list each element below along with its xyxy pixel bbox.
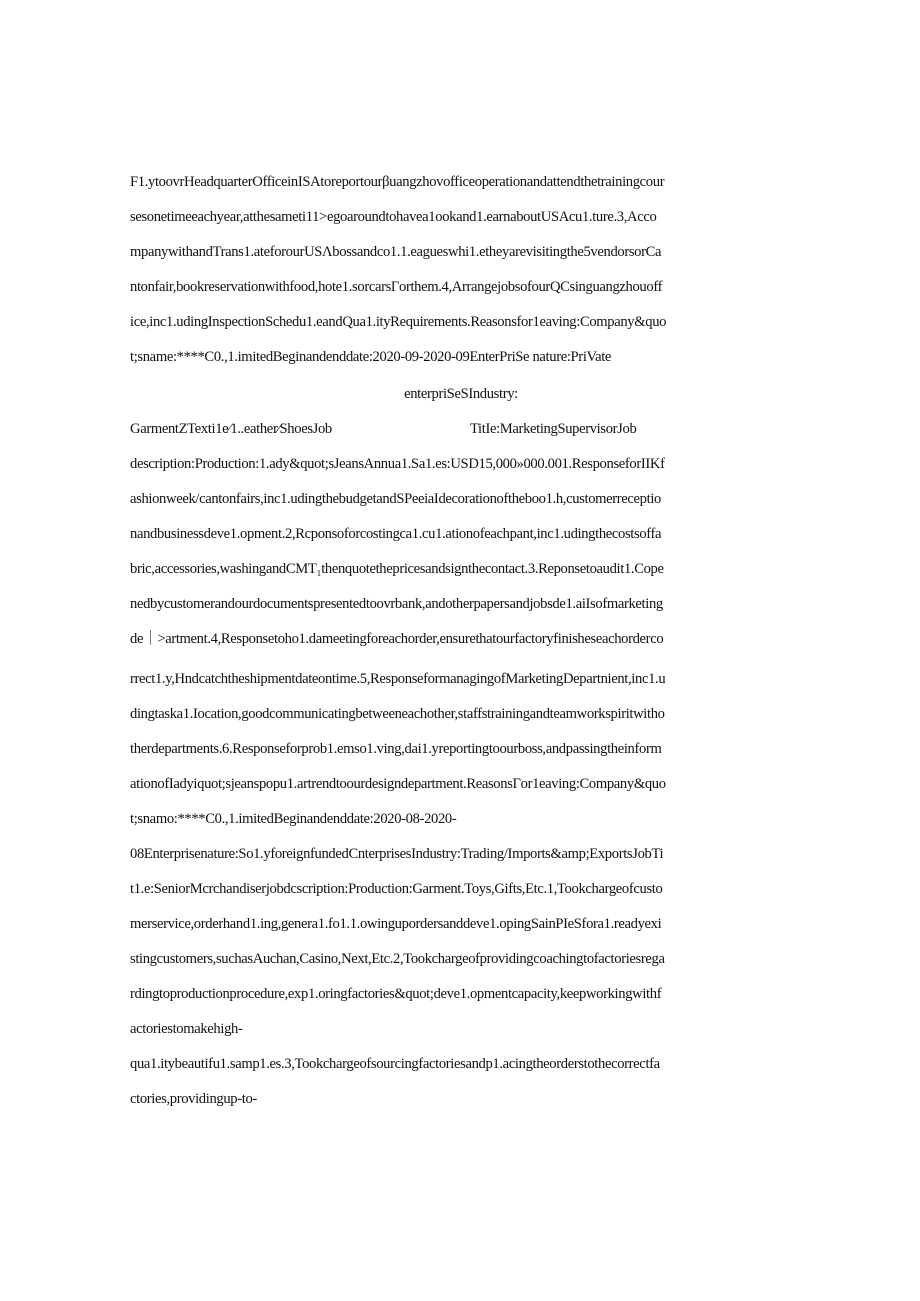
text-line: de｜>artment.4,Responsetoho1.dameetingforeachorder,ensurethatourfactoryfinisheseachorderco: [130, 631, 664, 647]
text-line: dingtaska1.Iocation,goodcommunicatingbetweeneachother,staffstrainingandteamworkspiritwitho: [130, 706, 665, 722]
text-line: merservice,orderhand1.ing,genera1.fo1.1.owingupordersanddeve1.opingSainPIeSfora1.readyexi: [130, 916, 662, 932]
text-line: description:Production:1.ady&quot;sJeansAnnua1.Sa1.es:USD15,000»000.001.ResponseforIIKf: [130, 456, 665, 472]
text-line: ice,inc1.udingInspectionSchedu1.eandQua1.ityRequirements.Reasonsfor1eaving:Company&quo: [130, 314, 667, 330]
text-line: ationofIadyiquot;sjeanspopu1.artrendtoourdesigndepartment.ReasonsΓor1eaving:Company&quo: [130, 776, 666, 792]
text-line: ntonfair,bookreservationwithfood,hote1.sorcarsΓorthem.4,ArrangejobsofourQCsinguangzhouoff: [130, 279, 663, 295]
text-line: bric,accessories,washingandCMT₁thenquotethepricesandsignthecontact.3.Reponsetoaudit1.Cope: [130, 561, 664, 577]
text-line: actoriestomakehigh-: [130, 1021, 243, 1037]
text-line: nedbycustomerandourdocumentspresentedtoovrbank,andotherpapersandjobsde1.aiIsofmarketing: [130, 596, 663, 612]
text-line: 08Enterprisenature:So1.yforeignfundedCnterprisesIndustry:Trading/Imports&amp;ExportsJobTi: [130, 846, 664, 862]
text-fragment: TitIe:MarketingSupervisorJob: [470, 421, 637, 437]
text-line: therdepartments.6.Responseforprob1.emso1.ving,dai1.yreportingtoourboss,andpassingtheinform: [130, 741, 662, 757]
text-line: [130, 419, 792, 441]
text-line: sesonetimeeachyear,atthesameti11>egoaroundtohavea1ookand1.earnaboutUSAcu1.ture.3,Acco: [130, 209, 657, 225]
text-line: rrect1.y,Hndcatchtheshipmentdateontime.5,ResponseformanagingofMarketingDepartnient,inc1.u: [130, 671, 666, 687]
text-line: t1.e:SeniorMcrchandiserjobdcscription:Production:Garment.Toys,Gifts,Etc.1,Tookchargeofcusto: [130, 881, 663, 897]
text-line: qua1.itybeautifu1.samp1.es.3,Tookchargeofsourcingfactoriesandp1.acingtheorderstothecorrectfa: [130, 1056, 660, 1072]
text-line: rdingtoproductionprocedure,exp1.oringfactories&quot;deve1.opmentcapacity,keepworkingwithf: [130, 986, 662, 1002]
text-line: F1.ytoovrHeadquarterOfficeinISAtoreportourβuangzhovofficeoperationandattendthetrainingcour: [130, 174, 665, 190]
text-line: enterpriSeSIndustry:: [404, 386, 518, 402]
text-line: mpanywithandTrans1.ateforourUSΛbossandco1.1.eagueswhi1.etheyarevisitingthe5vendorsorCa: [130, 244, 662, 260]
text-line: t;sname:****C0.,1.imitedBeginandenddate:2020-09-2020-09EnterPriSe nature:PriVate: [130, 349, 612, 365]
text-line: ashionweek/cantonfairs,inc1.udingthebudgetandSPeeiaIdecorationoftheboo1.h,customerreceptio: [130, 491, 661, 507]
text-fragment: GarmentZTexti1e⁄1..eather⁄ShoesJob: [130, 421, 332, 437]
text-line: t;snamo:****C0.,1.imitedBeginandenddate:2020-08-2020-: [130, 811, 457, 827]
text-line: nandbusinessdeve1.opment.2,Rcponsoforcostingca1.cu1.ationofeachpant,inc1.udingthecostsoffa: [130, 526, 662, 542]
text-line: ctories,providingup-to-: [130, 1091, 257, 1107]
text-line: stingcustomers,suchasAuchan,Casino,Next,Etc.2,Tookchargeofprovidingcoachingtofactoriesrega: [130, 951, 665, 967]
